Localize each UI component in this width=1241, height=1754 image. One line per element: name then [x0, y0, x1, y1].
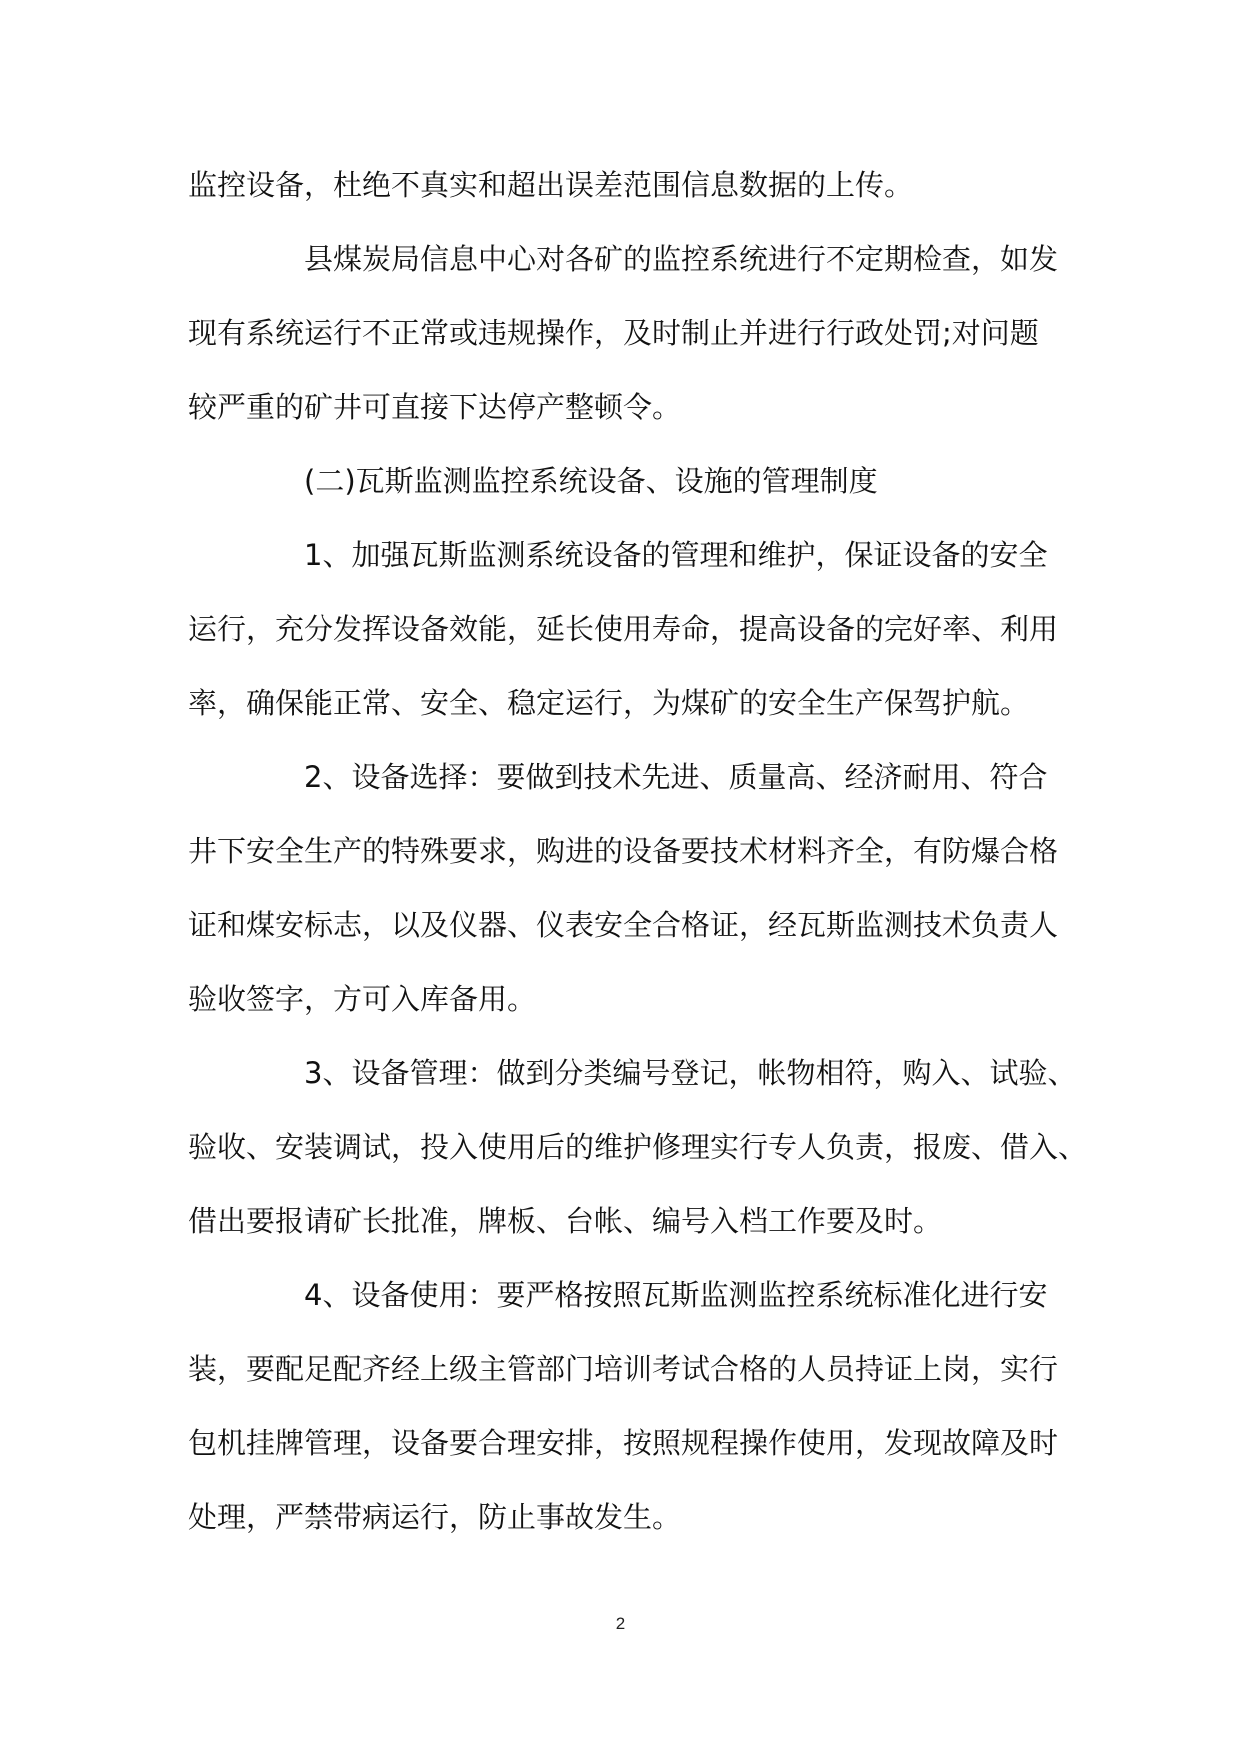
paragraph	[188, 1036, 1088, 1258]
text-line: 运行，充分发挥设备效能，延长使用寿命，提高设备的完好率、利用	[188, 612, 1059, 646]
page-number: 2	[615, 1614, 626, 1633]
text-line: 包机挂牌管理，设备要合理安排，按照规程操作使用，发现故障及时	[188, 1426, 1059, 1460]
text-line: 装，要配足配齐经上级主管部门培训考试合格的人员持证上岗，实行	[188, 1352, 1059, 1386]
text-line: 验收签字，方可入库备用。	[188, 982, 537, 1016]
text-line: 县煤炭局信息中心对各矿的监控系统进行不定期检查，如发	[304, 242, 1059, 276]
text-line: 验收、安装调试，投入使用后的维护修理实行专人负责，报废、借入、	[188, 1130, 1088, 1164]
paragraph	[188, 222, 1063, 444]
text-line: 3、设备管理：做到分类编号登记，帐物相符，购入、试验、	[304, 1056, 1077, 1090]
text-line: 4、设备使用：要严格按照瓦斯监测监控系统标准化进行安	[304, 1278, 1048, 1312]
text-line: (二)瓦斯监测监控系统设备、设施的管理制度	[304, 464, 878, 498]
paragraph	[188, 518, 1063, 740]
text-line: 借出要报请矿长批准，牌板、台帐、编号入档工作要及时。	[188, 1204, 943, 1238]
paragraph	[188, 148, 1063, 222]
text-line: 1、加强瓦斯监测系统设备的管理和维护，保证设备的安全	[304, 538, 1048, 572]
text-line: 证和煤安标志，以及仪器、仪表安全合格证，经瓦斯监测技术负责人	[188, 908, 1059, 942]
text-line: 监控设备，杜绝不真实和超出误差范围信息数据的上传。	[188, 168, 914, 202]
text-line: 2、设备选择：要做到技术先进、质量高、经济耐用、符合	[304, 760, 1048, 794]
text-line: 井下安全生产的特殊要求，购进的设备要技术材料齐全，有防爆合格	[188, 834, 1059, 868]
text-line: 率，确保能正常、安全、稳定运行，为煤矿的安全生产保驾护航。	[188, 686, 1030, 720]
text-line: 较严重的矿井可直接下达停产整顿令。	[188, 390, 682, 424]
section-heading	[188, 444, 1063, 518]
paragraph	[188, 1258, 1063, 1554]
text-line: 现有系统运行不正常或违规操作，及时制止并进行行政处罚;对问题	[188, 316, 1039, 350]
paragraph	[188, 740, 1063, 1036]
document-body	[188, 148, 1088, 1554]
text-line: 处理，严禁带病运行，防止事故发生。	[188, 1500, 682, 1534]
